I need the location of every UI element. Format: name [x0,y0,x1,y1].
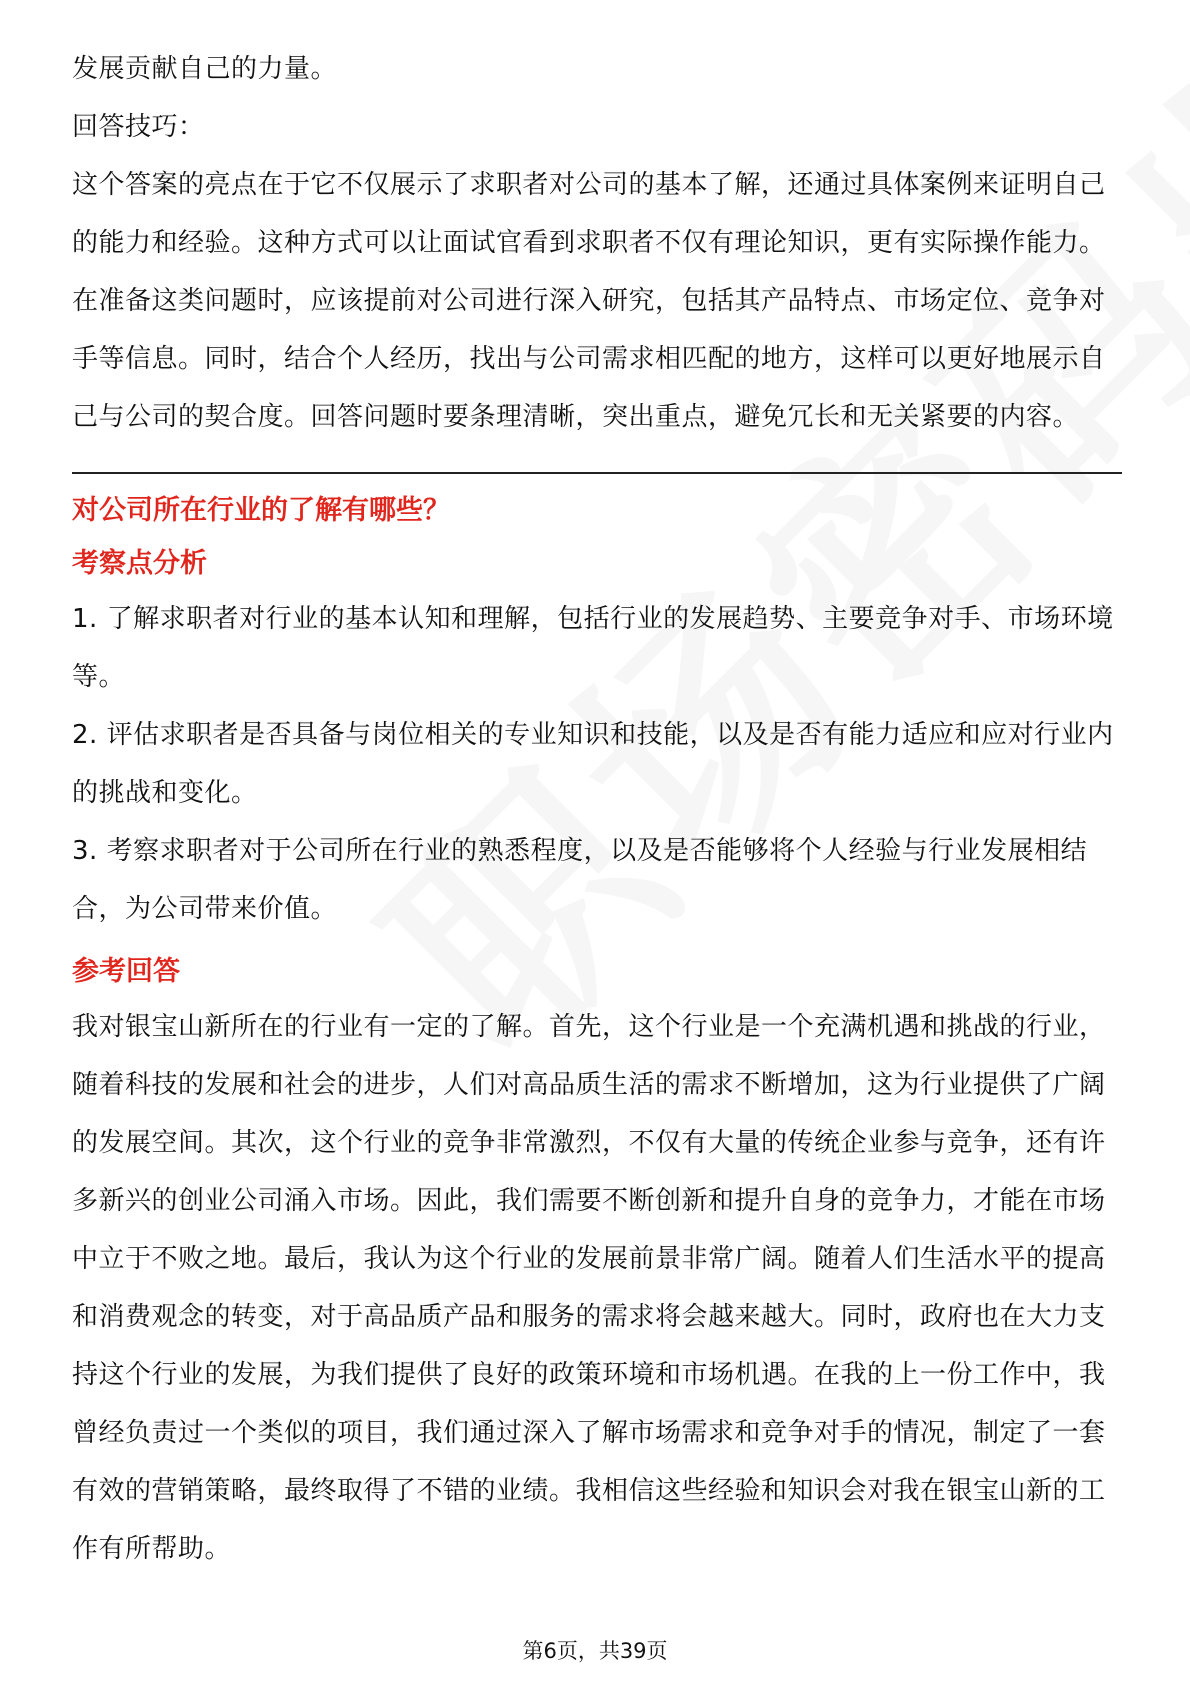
answer-heading: 参考回答 [72,956,180,987]
section-divider [72,472,1122,474]
analysis-point-2: 2. 评估求职者是否具备与岗位相关的专业知识和技能，以及是否有能力适应和应对行业内的挑战和变化。 [72,720,1114,808]
analysis-heading: 考察点分析 [72,548,207,579]
question-title: 对公司所在行业的了解有哪些？ [72,495,450,526]
tips-label: 回答技巧： [72,112,205,142]
tips-paragraph: 这个答案的亮点在于它不仅展示了求职者对公司的基本了解，还通过具体案例来证明自己的能力和经验。这种方式可以让面试官看到求职者不仅有理论知识，更有实际操作能力。在准备这类问题时，应该提前对公司进行深入研究，包括其产品特点、市场定位、竞争对手等信息。同时，结合个人经历，找出与公司需求相匹配的地方，这样可以更好地展示自己与公司的契合度。回答问题时要条理清晰，突出重点，避免冗长和无关紧要的内容。 [72,170,1106,432]
analysis-point-3: 3. 考察求职者对于公司所在行业的熟悉程度，以及是否能够将个人经验与行业发展相结合，为公司带来价值。 [72,836,1088,924]
document-page [72,40,1122,1578]
continued-text: 发展贡献自己的力量。 [72,54,338,84]
analysis-point-1: 1. 了解求职者对行业的基本认知和理解，包括行业的发展趋势、主要竞争对手、市场环境等。 [72,604,1114,692]
answer-paragraph: 我对银宝山新所在的行业有一定的了解。首先，这个行业是一个充满机遇和挑战的行业，随着科技的发展和社会的进步，人们对高品质生活的需求不断增加，这为行业提供了广阔的发展空间。其次，这个行业的竞争非常激烈，不仅有大量的传统企业参与竞争，还有许多新兴的创业公司涌入市场。因此，我们需要不断创新和提升自身的竞争力，才能在市场中立于不败之地。最后，我认为这个行业的发展前景非常广阔。随着人们生活水平的提高和消费观念的转变，对于高品质产品和服务的需求将会越来越大。同时，政府也在大力支持这个行业的发展，为我们提供了良好的政策环境和市场机遇。在我的上一份工作中，我曾经负责过一个类似的项目，我们通过深入了解市场需求和竞争对手的情况，制定了一套有效的营销策略，最终取得了不错的业绩。我相信这些经验和知识会对我在银宝山新的工作有所帮助。 [72,1012,1106,1564]
page-number: 第6页，共39页 [522,1639,668,1663]
